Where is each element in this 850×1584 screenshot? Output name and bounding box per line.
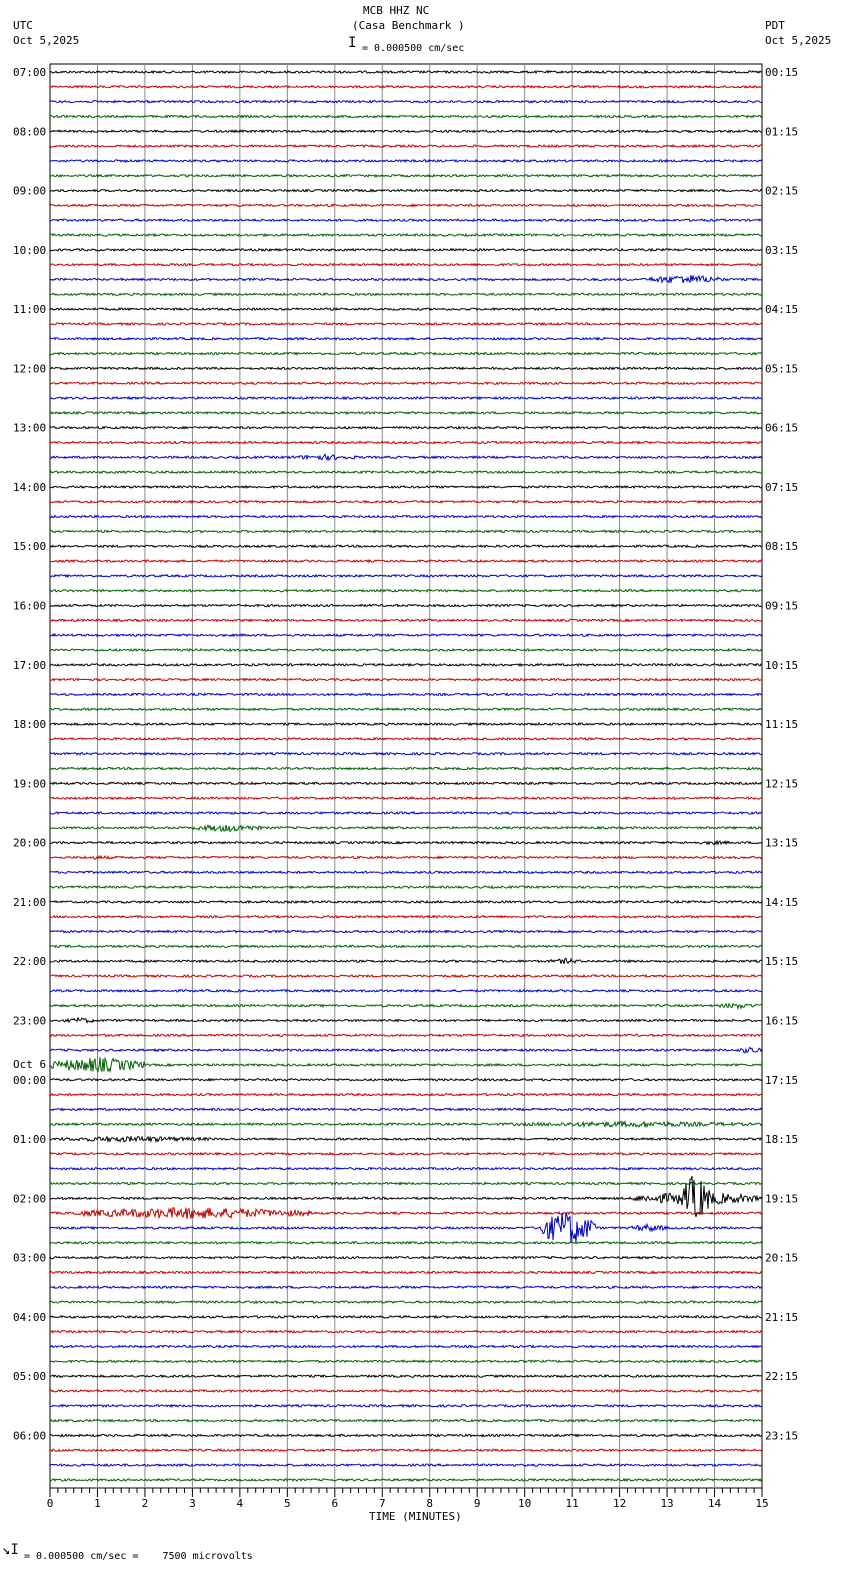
trace-92 [50, 1434, 762, 1436]
trace-8 [50, 190, 762, 192]
x-tick-label: 11 [565, 1497, 579, 1510]
trace-22 [50, 397, 762, 399]
footer-scale-note: = 0.000500 cm/sec = 7500 microvolts [24, 1551, 253, 1562]
trace-7 [50, 175, 762, 177]
x-tick-label: 7 [378, 1497, 386, 1510]
trace-81 [50, 1271, 762, 1273]
left-time-label: 08:00 [13, 125, 47, 139]
x-tick-label: 12 [612, 1497, 627, 1510]
trace-17 [50, 323, 762, 325]
right-time-label: 22:15 [765, 1370, 799, 1384]
left-time-label: 03:00 [13, 1251, 47, 1265]
left-time-label: 16:00 [13, 599, 47, 613]
trace-52 [50, 841, 762, 845]
trace-35 [50, 590, 762, 592]
trace-18 [50, 338, 762, 340]
trace-24 [50, 427, 762, 429]
trace-93 [50, 1449, 762, 1451]
trace-32 [50, 545, 762, 547]
station-subtitle: (Casa Benchmark ) [352, 19, 465, 32]
x-tick-label: 5 [284, 1497, 291, 1510]
trace-14 [50, 275, 762, 283]
right-time-label: 21:15 [765, 1310, 799, 1324]
trace-21 [50, 382, 762, 384]
x-tick-label: 10 [518, 1497, 532, 1510]
trace-26 [50, 454, 762, 460]
trace-43 [50, 708, 762, 710]
trace-82 [50, 1286, 762, 1288]
x-tick-label: 3 [189, 1497, 196, 1510]
right-time-label: 08:15 [765, 540, 799, 554]
trace-28 [50, 486, 762, 488]
trace-10 [50, 219, 762, 221]
left-time-label: 09:00 [13, 184, 47, 198]
left-time-label: 19:00 [13, 777, 47, 791]
x-tick-label: 15 [755, 1497, 769, 1510]
plot-frame [50, 64, 762, 1488]
trace-67 [50, 1057, 762, 1071]
trace-56 [50, 901, 762, 903]
left-date-label: Oct 6 [13, 1057, 47, 1071]
trace-51 [50, 825, 762, 832]
trace-36 [50, 604, 762, 606]
trace-87 [50, 1360, 762, 1362]
trace-19 [50, 353, 762, 355]
trace-73 [50, 1153, 762, 1155]
x-tick-label: 6 [331, 1497, 339, 1510]
left-time-label: 10:00 [13, 243, 47, 257]
trace-16 [50, 308, 762, 310]
right-time-label: 01:15 [765, 125, 799, 139]
right-time-label: 17:15 [765, 1073, 799, 1087]
right-time-label: 07:15 [765, 480, 799, 494]
trace-86 [50, 1345, 762, 1347]
trace-53 [50, 856, 762, 859]
x-tick-label: 1 [94, 1497, 101, 1510]
x-tick-label: 8 [426, 1497, 434, 1510]
x-tick-label: 13 [660, 1497, 674, 1510]
x-tick-label: 2 [141, 1497, 149, 1510]
left-time-label: 18:00 [13, 718, 47, 732]
right-time-label: 19:15 [765, 1192, 799, 1206]
trace-91 [50, 1420, 762, 1422]
trace-5 [50, 145, 762, 147]
left-time-label: 22:00 [13, 955, 47, 969]
trace-13 [50, 264, 762, 266]
left-time-label: 01:00 [13, 1133, 47, 1147]
trace-3 [50, 115, 762, 117]
right-time-label: 00:15 [765, 66, 799, 79]
trace-95 [50, 1479, 762, 1481]
right-time-label: 03:15 [765, 243, 799, 257]
trace-68 [50, 1079, 762, 1081]
trace-89 [50, 1390, 762, 1392]
trace-90 [50, 1405, 762, 1407]
right-time-label: 04:15 [765, 303, 799, 317]
trace-42 [50, 693, 762, 695]
right-time-label: 11:15 [765, 718, 799, 732]
left-time-label: 07:00 [13, 66, 47, 79]
right-time-label: 23:15 [765, 1429, 799, 1443]
left-time-label: 17:00 [13, 658, 47, 672]
trace-85 [50, 1331, 762, 1333]
left-timezone: UTC [13, 19, 33, 32]
right-time-label: 20:15 [765, 1251, 799, 1265]
left-time-label: 20:00 [13, 836, 47, 850]
trace-23 [50, 412, 762, 414]
trace-79 [50, 1242, 762, 1244]
trace-50 [50, 812, 762, 814]
trace-78 [50, 1213, 762, 1243]
right-time-label: 02:15 [765, 184, 799, 198]
left-time-label: 14:00 [13, 480, 47, 494]
trace-29 [50, 501, 762, 503]
right-time-label: 09:15 [765, 599, 799, 613]
trace-15 [50, 293, 762, 295]
trace-38 [50, 634, 762, 636]
right-time-label: 18:15 [765, 1133, 799, 1147]
trace-4 [50, 130, 762, 132]
trace-54 [50, 871, 762, 873]
trace-27 [50, 471, 762, 473]
trace-71 [50, 1121, 762, 1127]
trace-48 [50, 782, 762, 784]
left-time-label: 23:00 [13, 1014, 47, 1028]
scale-bar-icon: I [348, 35, 357, 51]
trace-69 [50, 1094, 762, 1096]
trace-55 [50, 886, 762, 888]
right-time-label: 06:15 [765, 421, 799, 435]
left-time-label: 06:00 [13, 1429, 47, 1443]
right-time-label: 10:15 [765, 658, 799, 672]
chart-title: MCB HHZ NC [363, 4, 430, 17]
trace-30 [50, 516, 762, 518]
trace-31 [50, 530, 762, 532]
left-time-label: 13:00 [13, 421, 47, 435]
trace-72 [50, 1136, 762, 1142]
trace-88 [50, 1375, 762, 1377]
trace-41 [50, 679, 762, 681]
left-time-label: 00:00 [13, 1073, 47, 1087]
right-time-label: 13:15 [765, 836, 799, 850]
trace-70 [50, 1108, 762, 1110]
left-time-label: 04:00 [13, 1310, 47, 1324]
trace-1 [50, 86, 762, 88]
trace-63 [50, 1004, 762, 1009]
trace-2 [50, 101, 762, 103]
trace-83 [50, 1301, 762, 1303]
right-date: Oct 5,2025 [765, 34, 832, 47]
trace-40 [50, 664, 762, 666]
trace-20 [50, 367, 762, 369]
trace-74 [50, 1168, 762, 1170]
right-time-label: 05:15 [765, 362, 799, 376]
left-time-label: 02:00 [13, 1192, 47, 1206]
right-time-label: 15:15 [765, 955, 799, 969]
x-tick-label: 9 [473, 1497, 481, 1510]
left-time-label: 21:00 [13, 895, 47, 909]
trace-62 [50, 990, 762, 992]
trace-44 [50, 723, 762, 725]
right-time-label: 14:15 [765, 895, 799, 909]
trace-0 [50, 71, 762, 73]
scale-label: = 0.000500 cm/sec [362, 43, 465, 54]
trace-60 [50, 958, 762, 964]
trace-12 [50, 249, 762, 251]
trace-84 [50, 1316, 762, 1318]
left-time-label: 12:00 [13, 362, 47, 376]
trace-25 [50, 441, 762, 443]
x-tick-label: 14 [707, 1497, 722, 1510]
trace-75 [50, 1182, 762, 1184]
left-time-label: 15:00 [13, 540, 47, 554]
right-timezone: PDT [765, 19, 785, 32]
footer-scale-icon: ↘I [2, 1542, 19, 1558]
right-time-label: 12:15 [765, 777, 799, 791]
trace-58 [50, 931, 762, 933]
trace-66 [50, 1047, 762, 1052]
trace-34 [50, 575, 762, 577]
x-tick-label: 0 [46, 1497, 54, 1510]
trace-33 [50, 560, 762, 562]
trace-77 [50, 1208, 762, 1219]
left-date: Oct 5,2025 [13, 34, 80, 47]
trace-61 [50, 975, 762, 977]
trace-64 [50, 1018, 762, 1023]
trace-46 [50, 753, 762, 755]
trace-39 [50, 649, 762, 651]
trace-59 [50, 945, 762, 947]
trace-94 [50, 1464, 762, 1466]
right-time-label: 16:15 [765, 1014, 799, 1028]
trace-37 [50, 619, 762, 621]
trace-80 [50, 1257, 762, 1259]
trace-65 [50, 1034, 762, 1036]
trace-47 [50, 767, 762, 769]
trace-57 [50, 916, 762, 918]
x-axis-title: TIME (MINUTES) [369, 1510, 462, 1523]
trace-11 [50, 234, 762, 236]
trace-45 [50, 738, 762, 740]
x-tick-label: 4 [236, 1497, 244, 1510]
trace-6 [50, 160, 762, 162]
trace-49 [50, 797, 762, 799]
left-time-label: 05:00 [13, 1370, 47, 1384]
trace-9 [50, 204, 762, 206]
left-time-label: 11:00 [13, 303, 47, 317]
